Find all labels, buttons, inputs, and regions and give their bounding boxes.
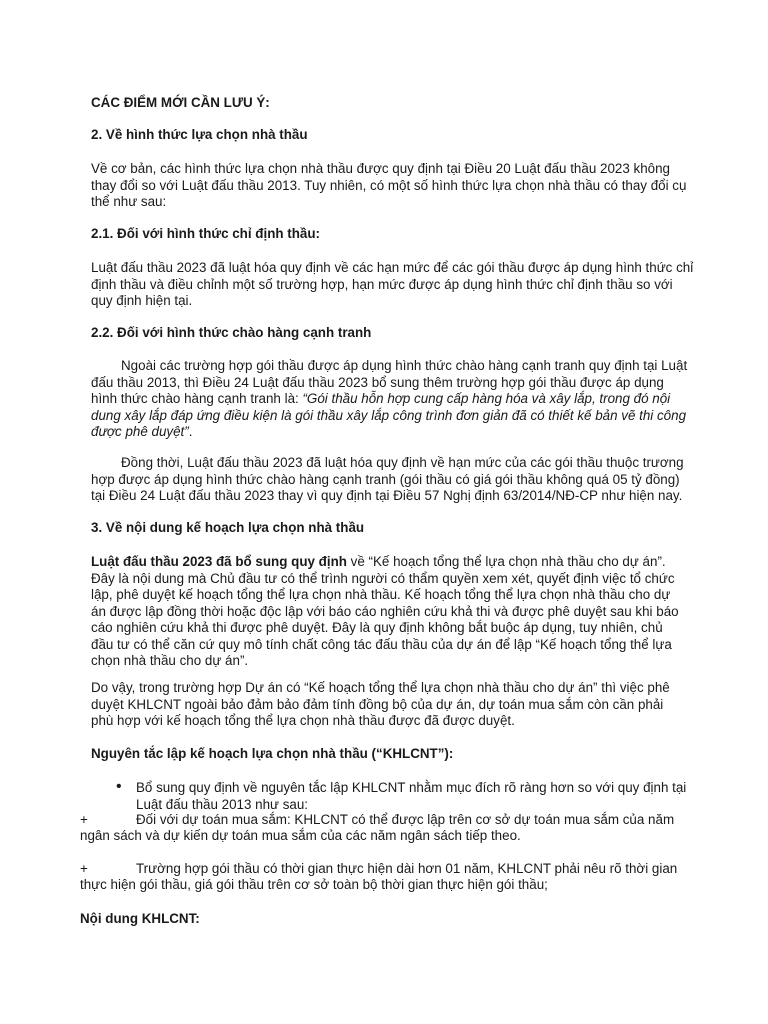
section-2-title: 2. Về hình thức lựa chọn nhà thầu — [91, 127, 308, 142]
section-2-1-paragraph: Luật đấu thầu 2023 đã luật hóa quy định về các hạn mức để các gói thầu được áp dụng hình thức chỉ định thầu và điều chỉnh một số trường hợp, hạn mức được áp dụng hình thức chỉ định thầu so với quy định hiện tại. — [91, 260, 694, 308]
section-3-paragraph-1 — [91, 554, 687, 670]
principle-title: Nguyên tắc lập kế hoạch lựa chọn nhà thầu (“KHLCNT”): — [91, 746, 454, 761]
quoted-text: “Gói thầu hỗn hợp cung cấp hàng hóa và xây lắp, trong đó nội dung xây lắp đáp ứng điều kiện là gói thầu xây lắp công trình đơn giản đã có thiết kế bản vẽ thi công được phê duyệt” — [91, 391, 687, 439]
principle-bullet-1: Bổ sung quy định về nguyên tắc lập KHLCNT nhằm mục đích rõ ràng hơn so với quy định tại Luật đấu thầu 2013 như sau: — [136, 780, 687, 812]
content-heading: Nội dung KHLCNT: — [80, 911, 200, 926]
section-2-2-paragraph-2: Đồng thời, Luật đấu thầu 2023 đã luật hóa quy định về hạn mức của các gói thầu thuộc trương hợp được áp dụng hình thức chào hàng cạnh tranh (gói thầu có giá gói thầu không quá 05 tỷ đồng) tại Điều 24 Luật đấu thầu 2023 thay vì quy định tại Điều 57 Nghị định 63/2014/NĐ-CP như hiện nay. — [91, 455, 684, 503]
section-2-1-title: 2.1. Đối với hình thức chỉ định thầu: — [91, 226, 321, 241]
bullet-icon: • — [116, 778, 122, 795]
paragraph-end: . — [188, 424, 193, 439]
section-2-2-paragraph-1 — [91, 358, 689, 441]
plus-item-1-rest: ngân sách và dự kiến dự toán mua sắm của các năm ngân sách tiếp theo. — [80, 828, 521, 843]
section-3-paragraph-2: Do vậy, trong trường hợp Dự án có “Kế hoạch tổng thể lựa chọn nhà thầu cho dự án” thì việc phê duyệt KHLCNT ngoài bảo đảm bảo đảm tính đồng bộ của dự án, dự toán mua sắm còn cần phải phù hợp với kế hoạch tổng thể lựa chọn nhà thầu được đã được duyệt. — [91, 680, 670, 728]
paragraph-text: Ngoài các trường hợp gói thầu được áp dụng hình thức chào hàng cạnh tranh quy định tại Luật đấu thầu 2013, thì Điều 24 Luật đấu thầu 2023 bổ sung thêm trường hợp gói thầu được áp dụng hình thức chào hàng cạnh tranh là: — [91, 358, 688, 406]
plus-item-2-first-line: Trường hợp gói thầu có thời gian thực hiện dài hơn 01 năm, KHLCNT phải nêu rõ thời gian — [136, 861, 678, 876]
section-2-paragraph: Về cơ bản, các hình thức lựa chọn nhà thầu được quy định tại Điều 20 Luật đấu thầu 2023 không thay đổi so với Luật đấu thầu 2013. Tuy nhiên, có một số hình thức lựa chọn nhà thầu có thay đổi cụ thể như sau: — [91, 161, 687, 209]
section-3-title: 3. Về nội dung kế hoạch lựa chọn nhà thầu — [91, 520, 365, 535]
plus-marker-2: + — [80, 861, 88, 876]
plus-item-2-rest: thực hiện gói thầu, giá gói thầu trên cơ sở toàn bộ thời gian thực hiện gói thầu; — [80, 877, 548, 892]
plus-item-1-first-line: Đối với dự toán mua sắm: KHLCNT có thể được lập trên cơ sở dự toán mua sắm của năm — [136, 812, 675, 827]
section-2-2-title: 2.2. Đối với hình thức chào hàng cạnh tranh — [91, 325, 372, 340]
bold-lead: Luật đấu thầu 2023 đã bổ sung quy định — [91, 554, 347, 569]
paragraph-text: về “Kế hoạch tổng thể lựa chọn nhà thầu cho dự án”. Đây là nội dung mà Chủ đầu tư có thể trình người có thẩm quyền xem xét, quyết định việc tổ chức lập, phê duyệt kế hoạch tổng thể lựa chọn nhà thầu. Kế hoạch tổng thể lựa chọn nhà thầu cho dự án được lập đồng thời hoặc độc lập với báo cáo nghiên cứu khả thi và được phê duyệt sau khi báo cáo nghiên cứu khả thi được phê duyệt. Đây là quy định không bắt buộc áp dụng, tuy nhiên, chủ đầu tư có thể căn cứ quy mô tính chất công tác đấu thầu của dự án để lập “Kế hoạch tổng thể lựa chọn nhà thầu cho dự án”. — [91, 554, 679, 668]
plus-marker-1: + — [80, 812, 88, 827]
main-heading: CÁC ĐIỂM MỚI CẦN LƯU Ý: — [91, 95, 270, 110]
